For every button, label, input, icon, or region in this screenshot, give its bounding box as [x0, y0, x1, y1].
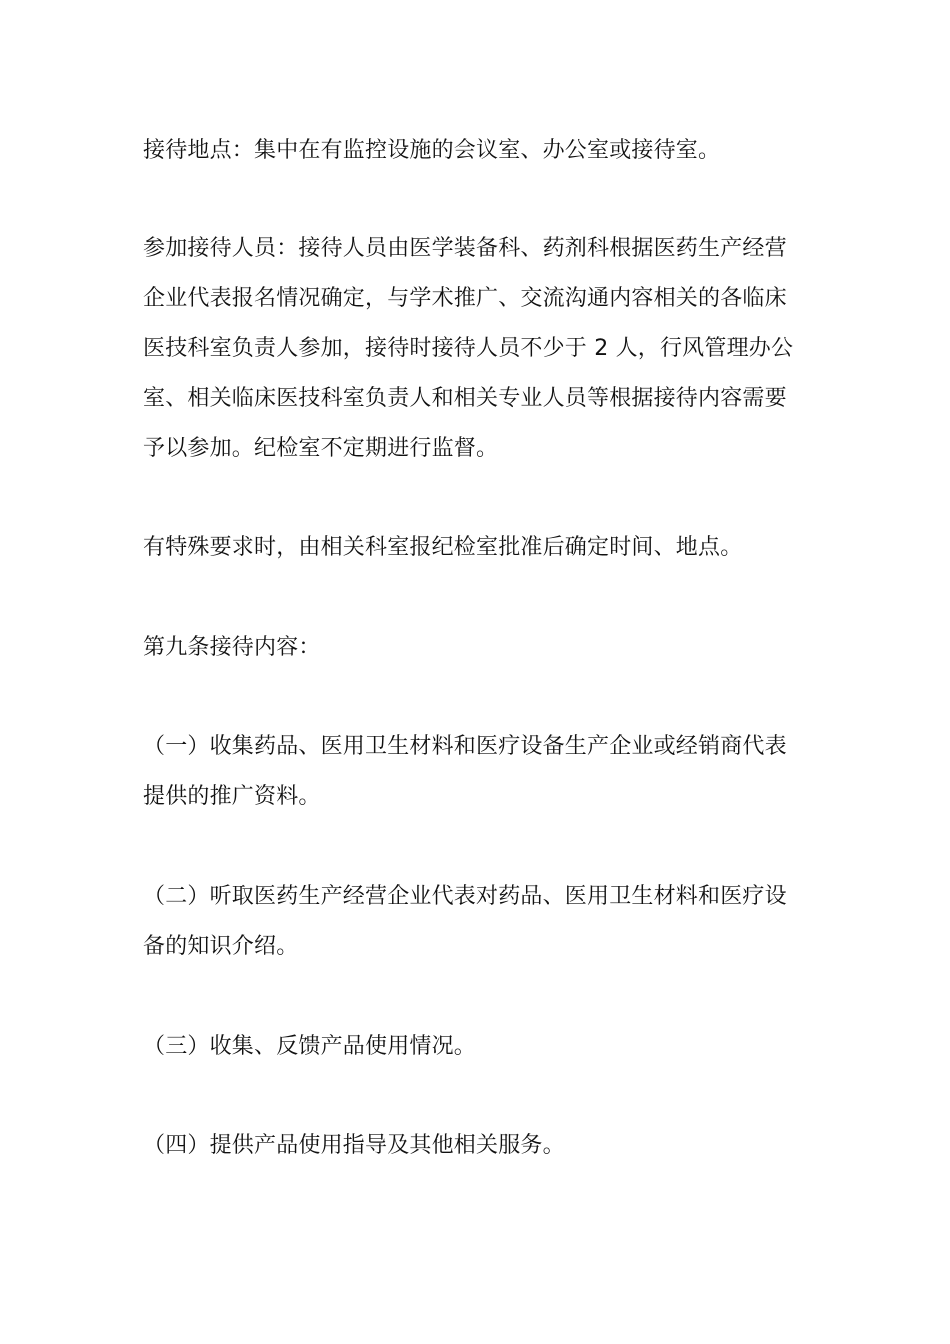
text-line: 接待地点：集中在有监控设施的会议室、办公室或接待室。	[143, 138, 721, 163]
text-line: 有特殊要求时，由相关科室报纪检室批准后确定时间、地点。	[143, 535, 743, 560]
text-line: 予以参加。纪检室不定期进行监督。	[143, 436, 499, 461]
paragraph-reception-staff	[143, 224, 811, 474]
text-line: 备的知识介绍。	[143, 934, 299, 959]
paragraph-item-four	[143, 1121, 811, 1171]
text-line: 室、相关临床医技科室负责人和相关专业人员等根据接待内容需要	[143, 386, 787, 411]
paragraph-reception-location	[143, 126, 811, 176]
text-line: 医技科室负责人参加，接待时接待人员不少于 2 人，行风管理办公	[143, 336, 794, 361]
text-line: 提供的推广资料。	[143, 784, 321, 809]
paragraph-item-two	[143, 872, 811, 972]
paragraph-special-requirements	[143, 523, 811, 573]
text-line: 参加接待人员：接待人员由医学装备科、药剂科根据医药生产经营	[143, 236, 787, 261]
paragraph-article-nine-heading	[143, 623, 811, 673]
paragraph-item-three	[143, 1022, 811, 1072]
paragraph-item-one	[143, 722, 811, 822]
text-line: （二）听取医药生产经营企业代表对药品、医用卫生材料和医疗设	[143, 884, 787, 909]
text-line: 第九条接待内容：	[143, 635, 321, 660]
text-line: 企业代表报名情况确定，与学术推广、交流沟通内容相关的各临床	[143, 286, 787, 311]
text-line: （三）收集、反馈产品使用情况。	[143, 1034, 477, 1059]
text-line: （四）提供产品使用指导及其他相关服务。	[143, 1133, 565, 1158]
text-line: （一）收集药品、医用卫生材料和医疗设备生产企业或经销商代表	[143, 734, 787, 759]
